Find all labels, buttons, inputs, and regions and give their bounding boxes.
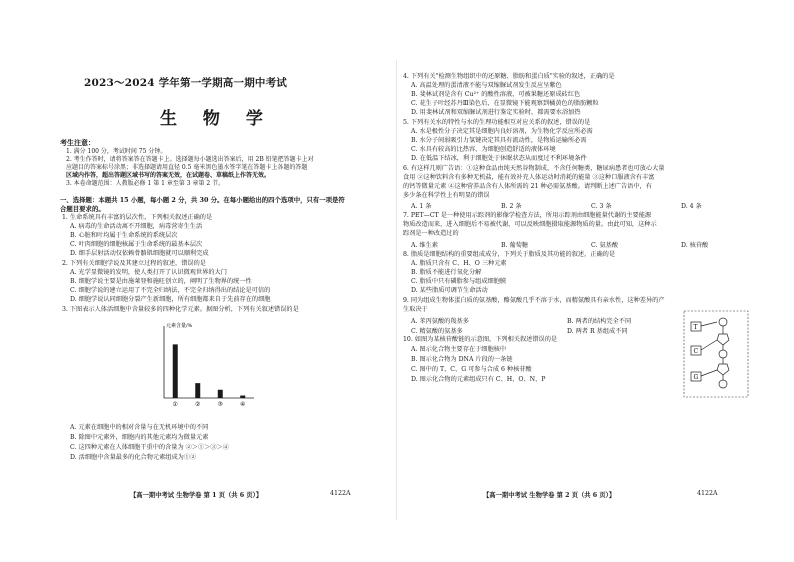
q5-option-b: B. 水分子间弱吸引力氢键决定其具有流动性，是物质运输所必需: [411, 137, 587, 144]
q1-option-c: C. 叶肉细胞的细胞核属于生命系统的最基本层次: [70, 241, 203, 248]
q2-option-a: A. 光学显微镜的发明，使人类打开了认识微观世界的大门: [70, 269, 227, 276]
q7-option-a: A. 维生素: [411, 242, 438, 249]
subject-title: 生 物 学: [160, 109, 273, 129]
bar-4: [240, 396, 245, 398]
phosphate-3: [719, 380, 727, 388]
q9-option-d: D. 两者 R 基组成不同: [567, 328, 628, 335]
page-footer: 【高一期中考试 生物学卷 第 2 页（共 6 页）】: [483, 492, 616, 499]
q1-option-a: A. 病毒的生命活动离不开细胞，病毒营寄生生活: [70, 223, 203, 230]
notice-line: 区域内作答，超出答题区域书写的答案无效，在试题卷、草稿纸上作答无效。: [66, 172, 271, 179]
x-tick-label: ③: [217, 401, 223, 408]
paper-code: 4122A: [697, 490, 718, 497]
bar-1: [173, 344, 178, 398]
y-axis-label: 元素含量/%: [166, 323, 193, 329]
element-content-bar-chart: [150, 318, 260, 414]
q6-stem: 6. 有这样几则广告语：①这种食品由纯天然谷物制成，不含任何糖类，糖尿病患者也可放心大量: [403, 165, 665, 172]
q9-option-a: A. 苯丙氨酸的羧基多: [411, 318, 469, 325]
q8-option-b: B. 脂质不能进行氧化分解: [411, 269, 482, 276]
q2-option-c: C. 细胞学说的建立运用了不完全归纳法，不完全归纳得出的结论是可信的: [70, 287, 271, 294]
q5-stem: 5. 下列有关水的特性与水的生理功能相互对应关系的叙述，错误的是: [403, 119, 591, 126]
q9-stem: 9. 同为组成生物体蛋白质的氨基酸，酪氨酸几乎不溶于水，而精氨酸具有亲水性，这种差异的产: [403, 297, 665, 304]
q10-option-b: B. 图示化合物为 DNA 片段的一条链: [411, 356, 513, 363]
sugar-2: [717, 364, 729, 375]
q7-option-c: C. 氨基酸: [591, 242, 619, 249]
q5-option-d: D. 在低温下结冰，利于细胞处于休眠状态从而度过不利环境条件: [411, 155, 587, 162]
q4-option-b: B. 斐林试剂是含有 Cu²⁺ 的酸性溶液，可被果糖还原成砖红色: [411, 91, 581, 98]
phosphate-1: [719, 318, 727, 326]
q6-stem-cont: 的钙等微量元素 ④这种营养品含有人体所需的 21 种必需氨基酸。请判断上述广告语中，有: [403, 183, 652, 190]
q8-option-a: A. 脂质只含有 C、H、O 三种元素: [411, 260, 507, 267]
notice-line: 3. 本卷命题范围：人教版必修 1 第 1 章至第 3 章第 2 节。: [66, 180, 225, 187]
bar-3: [218, 390, 223, 398]
q10-option-a: A. 图示化合物主要存在于细胞核中: [411, 346, 507, 353]
base-label-t: T: [693, 324, 698, 331]
q9-option-c: C. 精氨酸的氨基多: [411, 328, 463, 335]
section-heading-cont: 合题目要求的。: [60, 205, 105, 213]
q6-option-c: C. 3 条: [591, 203, 612, 210]
x-tick-label: ①: [172, 401, 178, 408]
q5-option-c: C. 水具有较高的比热容，为细胞创造舒适的液体环境: [411, 146, 556, 153]
q10-option-d: D. 图示化合物的元素组成只有 C、H、O、N、P: [411, 376, 546, 383]
exam-title: 2023～2024 学年第一学期高一期中考试: [84, 77, 288, 89]
notice-line: 应题目的答案标号涂黑；非选择题请用直径 0.5 毫米黑色墨水签字笔在答题卡上各题的答题: [66, 164, 308, 171]
q4-stem: 4. 下列有关"检测生物组织中的还原糖、脂肪和蛋白质"实验的叙述，正确的是: [403, 73, 615, 80]
q7-stem: 7. PET—CT 是一种使用示踪剂的影像学检查方法，所用示踪剂由细胞能量代谢的主要能源: [403, 212, 652, 219]
q1-stem: 1. 生命系统具有丰富的层次性，下列相关叙述正确的是: [62, 214, 213, 221]
q2-option-d: D. 细胞学说认同细胞分裂产生新细胞，所有细胞都来自于先前存在的细胞: [70, 296, 271, 303]
q10-option-c: C. 图中的 T、C、G 可参与合成 6 种核苷酸: [411, 366, 532, 373]
q3-stem: 3. 下图表示人体活细胞中含量较多的四种化学元素。据图分析，下列有关叙述错误的是: [62, 306, 299, 313]
right-page: [397, 0, 794, 562]
q1-option-b: B. 心脏和叶均属于生命系统的系统层次: [70, 232, 178, 239]
q6-option-b: B. 2 条: [501, 203, 522, 210]
page-footer: 【高一期中考试 生物学卷 第 1 页（共 6 页）】: [130, 492, 263, 499]
q7-stem-cont: 踪剂是一种改造过的: [403, 230, 459, 237]
q4-option-d: D. 用斐林试剂和双缩脲试剂进行鉴定实验时，都需要水浴加热: [411, 109, 581, 116]
phosphate-2: [719, 350, 727, 358]
q6-stem-cont: 多少条在科学性上有明显的错误: [403, 192, 490, 199]
q3-option-a: A. 元素在细胞中的相对含量与在无机环境中的不同: [70, 424, 209, 431]
element-content-chart: [150, 318, 260, 414]
q4-option-c: C. 花生子叶经苏丹Ⅲ染色后，在显微镜下能观察到橘黄色的脂肪颗粒: [411, 100, 599, 107]
q8-option-d: D. 某些脂质可调节生命活动: [411, 287, 488, 294]
q6-option-d: D. 4 条: [681, 203, 702, 210]
q7-option-d: D. 核苷酸: [681, 242, 709, 249]
q7-stem-cont: 物质改造而来，进入细胞后不易被代谢，可以反映细胞摄取能源物质的量。由此可知，这种示: [403, 221, 657, 228]
q7-option-b: B. 葡萄糖: [501, 242, 529, 249]
q9-stem-cont: 生取决于: [403, 306, 428, 313]
x-tick-label: ②: [195, 401, 201, 408]
q3-option-c: C. 这四种元素在人体细胞干重中的含量为 ②＞①＞③＞④: [70, 444, 229, 451]
notice-line: 1. 满分 100 分，考试时间 75 分钟。: [66, 148, 167, 155]
q6-stem-cont: 食用 ②这种饮料含有多种无机盐，能有效补充人体运动时消耗的能量 ③这种口服液含有丰富: [403, 174, 655, 181]
q3-option-d: D. 活细胞中含量最多的化合物元素组成为①②: [70, 454, 197, 461]
section-heading: 一、选择题：本题共 15 小题，每小题 2 分，共 30 分。在每小题给出的四个选项中，只有一项是符: [60, 196, 345, 204]
base-label-c: C: [693, 348, 699, 355]
x-tick-label: ④: [240, 401, 246, 408]
bar-2: [195, 383, 200, 398]
paper-code: 4122A: [330, 490, 351, 497]
nucleotide-chain-diagram: [683, 310, 749, 402]
notice-heading: 考生注意：: [60, 138, 95, 147]
q6-option-a: A. 1 条: [411, 203, 432, 210]
nucleotide-chain-svg: [683, 310, 749, 398]
q5-option-a: A. 水是极性分子决定其是细胞内良好溶剂，为生物化学反应所必需: [411, 128, 593, 135]
q9-option-b: B. 两者的结构完全不同: [567, 318, 632, 325]
notice-line: 2. 考生作答时，请将答案答在答题卡上。选择题每小题选出答案后，用 2B 铅笔把答题卡上对: [66, 156, 314, 163]
q10-stem: 10. 如图为某核苷酸链的示意图，下列相关叙述错误的是: [403, 336, 558, 343]
q1-option-d: D. 细手层射活动仅依赖骨骼肌细胞就可以顺利完成: [70, 250, 209, 257]
q4-option-a: A. 高温处理的蛋清液不能与双缩脲试剂发生反应呈紫色: [411, 82, 562, 89]
q2-stem: 2. 下列有关细胞学说及其建立过程的叙述，错误的是: [62, 260, 206, 267]
q8-option-c: C. 脂质中只有磷脂参与组成细胞膜: [411, 278, 507, 285]
q3-option-b: B. 除图中元素外，细胞内的其他元素均为微量元素: [70, 434, 209, 441]
q8-stem: 8. 脂质是细胞结构的重要组成成分，下列关于脂质及其功能的叙述，正确的是: [403, 251, 616, 258]
sugar-1: [717, 334, 729, 345]
q2-option-b: B. 细胞学说主要是由施莱登和施旺创立的，阐明了生物界的统一性: [70, 278, 252, 285]
base-label-g: G: [693, 374, 699, 381]
